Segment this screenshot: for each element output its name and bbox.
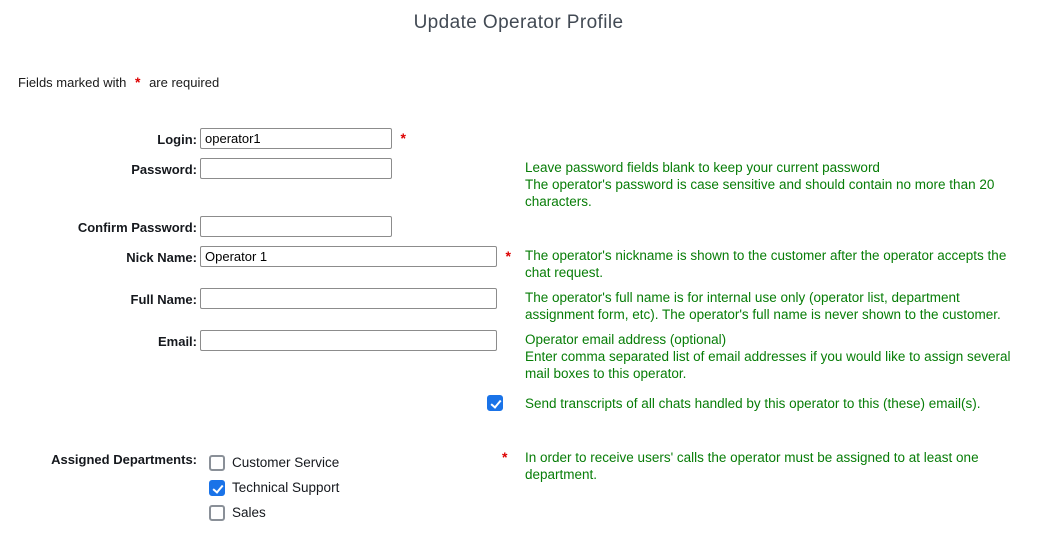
- email-input[interactable]: [200, 330, 497, 351]
- email-row: [0, 330, 1037, 382]
- login-row: [0, 128, 1037, 149]
- department-option-technical-support: [209, 480, 516, 496]
- required-note-asterisk: *: [135, 74, 141, 90]
- confirm-password-row: [0, 216, 1037, 237]
- departments-required-asterisk: *: [502, 449, 508, 465]
- assigned-departments-row: [0, 448, 1037, 530]
- email-help-line2: Enter comma separated list of email addresses if you would like to assign several mail boxes to this operator.: [525, 349, 1011, 381]
- password-help-line1: Leave password fields blank to keep your current password: [525, 160, 880, 175]
- required-note-suffix: are required: [149, 75, 220, 90]
- full-name-input[interactable]: [200, 288, 497, 309]
- required-note-prefix: Fields marked with: [18, 75, 127, 90]
- login-input[interactable]: [200, 128, 392, 149]
- nick-name-row: [0, 246, 1037, 281]
- departments-list: [209, 455, 516, 521]
- confirm-password-input[interactable]: [200, 216, 392, 237]
- assigned-departments-label: Assigned Departments:: [51, 452, 197, 467]
- required-fields-note: [0, 74, 1037, 91]
- page-title: Update Operator Profile: [413, 12, 624, 33]
- password-help-line2: The operator's password is case sensitive and should contain no more than 20 characters.: [525, 177, 995, 209]
- departments-help-text: In order to receive users' calls the operator must be assigned to at least one department.: [525, 450, 979, 482]
- login-required-asterisk: *: [400, 130, 406, 146]
- sales-checkbox[interactable]: [209, 505, 225, 521]
- password-label: Password:: [131, 162, 197, 177]
- nick-name-input[interactable]: [200, 246, 497, 267]
- send-transcripts-checkbox[interactable]: [487, 395, 503, 411]
- send-transcripts-row: [0, 394, 1037, 412]
- email-label: Email:: [157, 334, 197, 349]
- department-option-sales: [209, 505, 516, 521]
- nick-name-help-text: The operator's nickname is shown to the customer after the operator accepts the chat request.: [525, 248, 1007, 280]
- full-name-label: Full Name:: [130, 292, 197, 307]
- nick-name-label: Nick Name:: [126, 250, 197, 265]
- password-input[interactable]: [200, 158, 392, 179]
- password-row: [0, 158, 1037, 210]
- customer-service-label[interactable]: Customer Service: [232, 455, 340, 470]
- login-label: Login:: [157, 132, 197, 147]
- confirm-password-label: Confirm Password:: [77, 220, 197, 235]
- send-transcripts-label: Send transcripts of all chats handled by this operator to this (these) email(s).: [525, 396, 981, 411]
- sales-label[interactable]: Sales: [232, 505, 266, 520]
- customer-service-checkbox[interactable]: [209, 455, 225, 471]
- full-name-help-text: The operator's full name is for internal use only (operator list, department assignment form, etc). The operator's full name is never shown to the customer.: [525, 290, 1001, 322]
- nick-name-required-asterisk: *: [505, 248, 511, 264]
- technical-support-checkbox[interactable]: [209, 480, 225, 496]
- department-option-customer-service: [209, 455, 516, 471]
- full-name-row: [0, 288, 1037, 323]
- technical-support-label[interactable]: Technical Support: [232, 480, 340, 495]
- email-help-line1: Operator email address (optional): [525, 332, 727, 347]
- operator-profile-form: [0, 128, 1037, 530]
